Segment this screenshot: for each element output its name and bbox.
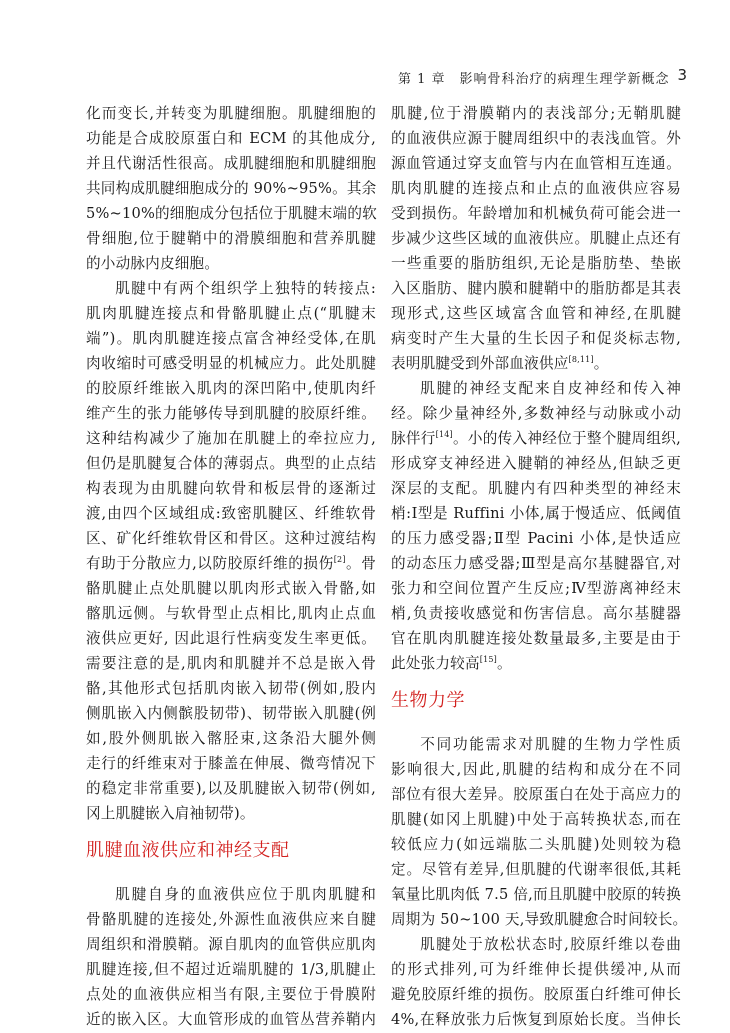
text-line: 端”)。肌肉肌腱连接点富含神经受体,在肌: [86, 330, 376, 347]
text-line: 入区脂肪、腱内膜和腱鞘中的脂肪都是其表: [391, 280, 681, 297]
text-line: 维产生的张力能够传导到肌腱的胶原纤维。: [86, 405, 376, 422]
citation-ref: [14]: [435, 430, 453, 440]
text-line: 走行的纤维束对于膝盖在伸展、微弯情况下: [86, 755, 376, 772]
citation-ref: [15]: [479, 655, 497, 665]
paragraph-crimp: [391, 932, 681, 1032]
text-line: 的压力感受器;Ⅱ型 Pacini 小体,是快适应: [391, 530, 681, 547]
text-line: 骨骼肌腱的连接处,外源性血液供应来自腱: [86, 911, 376, 928]
text-line: 需要注意的是,肌肉和肌腱并不总是嵌入骨: [86, 655, 376, 672]
text-segment: 表明肌腱受到外部血液供应: [391, 355, 569, 372]
paragraph-blood-supply-cont: [391, 101, 681, 376]
text-segment: 。小的传入神经位于整个腱周组织,: [452, 430, 681, 447]
citation-ref: [8,11]: [568, 355, 594, 365]
text-line: 肌腱自身的血液供应位于肌肉肌腱和: [115, 886, 376, 903]
text-line: 病变时产生大量的生长因子和促炎标志物,: [391, 330, 681, 347]
text-line: 肌腱(如冈上肌腱)中处于高转换状态,而在: [391, 811, 681, 828]
text-line: 骨细胞,位于腱鞘中的滑膜细胞和营养肌腱: [86, 230, 376, 247]
text-line: 避免胶原纤维的损伤。胶原蛋白纤维可伸长: [391, 986, 681, 1003]
text-line: 较低应力(如远端肱二头肌腱)处则较为稳: [391, 836, 681, 853]
text-line: 髂肌远侧。与软骨型止点相比,肌肉止点血: [86, 605, 376, 622]
text-segment: 。: [593, 355, 609, 372]
text-line: 区、矿化纤维软骨区和骨区。这种过渡结构: [86, 530, 376, 547]
text-line: 一些重要的脂肪组织,无论是脂肪垫、垫嵌: [391, 255, 681, 272]
text-line: 周组织和滑膜鞘。源自肌肉的血管供应肌肉: [86, 936, 376, 953]
text-line: 骼肌腱止点处肌腱以肌肉形式嵌入骨骼,如: [86, 580, 376, 597]
text-line: 张力和空间位置产生反应;Ⅳ型游离神经末: [391, 580, 681, 597]
text-line: 影响很大,因此,肌腱的结构和成分在不同: [391, 761, 681, 778]
text-line: 的形式排列,可为纤维伸长提供缓冲,从而: [391, 961, 681, 978]
text-line: 如,股外侧肌嵌入髂胫束,这条沿大腿外侧: [86, 730, 376, 747]
text-line: 形成穿支神经进入腱鞘的神经丛,但缺乏更: [391, 455, 681, 472]
text-line: 的小动脉内皮细胞。: [86, 255, 220, 272]
text-segment: 脉伴行: [391, 430, 436, 447]
text-line: 的动态压力感受器;Ⅲ型是高尔基腱器官,对: [391, 555, 681, 572]
running-header: [398, 68, 688, 87]
text-line: 肌腱连接,但不超过近端肌腱的 1/3,肌腱止: [86, 961, 376, 978]
text-line: 肌腱处于放松状态时,胶原纤维以卷曲: [420, 936, 681, 953]
chapter-title: 第 1 章 影响骨科治疗的病理生理学新概念: [398, 72, 670, 87]
paragraph-tenocyte-cells: [86, 101, 376, 276]
text-line: 共同构成肌腱细胞成分的 90%~95%。其余: [86, 180, 377, 197]
text-line: 官在肌肉肌腱连接处数量最多,主要是由于: [391, 630, 681, 647]
text-line: 经。除少量神经外,多数神经与动脉或小动: [391, 405, 681, 422]
text-line: 肌腱中有两个组织学上独特的转接点:: [115, 280, 376, 297]
page-number: 3: [677, 66, 688, 84]
text-segment: 。骨: [345, 555, 376, 572]
text-line: 这种结构减少了施加在肌腱上的牵拉应力,: [86, 430, 376, 447]
text-line: 源血管通过穿支血管与内在血管相互连通。: [391, 155, 681, 172]
paragraph-biomechanics: [391, 732, 688, 932]
citation-ref: [2]: [333, 555, 346, 565]
text-line: 肌肉肌腱连接点和骨骼肌腱止点(“肌腱末: [86, 305, 376, 322]
text-line: 近的嵌入区。大血管形成的血管丛营养鞘内: [86, 1011, 376, 1028]
paragraph-innervation: [391, 376, 681, 676]
text-line: 点处的血液供应相当有限,主要位于骨膜附: [86, 986, 376, 1003]
text-line: 周期为 50~100 天,导致肌腱愈合时间较长。: [391, 911, 688, 928]
text-line: 的胶原纤维嵌入肌肉的深凹陷中,使肌肉纤: [86, 380, 376, 397]
text-line: 4%,在释放张力后恢复到原始长度。当伸长: [391, 1011, 681, 1028]
right-column: [391, 101, 688, 1032]
text-line: 部位有很大差异。胶原蛋白在处于高应力的: [391, 786, 681, 803]
text-line: 肌腱,位于滑膜鞘内的表浅部分;无鞘肌腱: [391, 105, 681, 122]
text-line: 现形式,这些区域富含血管和神经,在肌腱: [391, 305, 681, 322]
text-line: 步减少这些区域的血液供应。肌腱止点还有: [391, 230, 681, 247]
paragraph-junctions: [86, 276, 376, 826]
section-heading-biomechanics: 生物力学: [391, 690, 465, 711]
text-line: 肉收缩时可感受明显的机械应力。此处肌腱: [86, 355, 376, 372]
text-line: 肌肉肌腱的连接点和止点的血液供应容易: [391, 180, 681, 197]
text-line: 但仍是肌腱复合体的薄弱点。典型的止点结: [86, 455, 376, 472]
text-line: 受到损伤。年龄增加和机械负荷可能会进一: [391, 205, 681, 222]
text-line: 不同功能需求对肌腱的生物力学性质: [420, 736, 681, 753]
text-line: 梢:Ⅰ型是 Ruffini 小体,属于慢适应、低阈值: [391, 505, 681, 522]
text-line: 氧量比肌肉低 7.5 倍,而且肌腱中胶原的转换: [391, 886, 681, 903]
section-heading-blood-supply: 肌腱血液供应和神经支配: [86, 840, 290, 861]
text-segment: 有助于分散应力,以防胶原纤维的损伤: [86, 555, 334, 572]
text-line: 渡,由四个区域组成:致密肌腱区、纤维软骨: [86, 505, 376, 522]
text-line: 骼,其他形式包括肌肉嵌入韧带(例如,股内: [86, 680, 376, 697]
text-line-with-citation: [86, 551, 376, 576]
paragraph-blood-supply: [86, 882, 376, 1032]
text-line: 侧肌嵌入内侧髌股韧带)、韧带嵌入肌腱(例: [86, 705, 376, 722]
text-line: 的稳定非常重要),以及肌腱嵌入韧带(例如,: [86, 780, 376, 797]
text-line-with-citation: [391, 651, 681, 676]
text-line: 化而变长,并转变为肌腱细胞。肌腱细胞的: [86, 105, 376, 122]
text-segment: 此处张力较高: [391, 655, 480, 672]
text-line: 的血液供应源于腱周组织中的表浅血管。外: [391, 130, 681, 147]
text-line: 5%~10%的细胞成分包括位于肌腱末端的软: [86, 205, 377, 222]
text-line: 深层的支配。肌腱内有四种类型的神经末: [391, 480, 681, 497]
text-line: 冈上肌腱嵌入肩袖韧带)。: [86, 805, 255, 822]
text-line-with-citation: [391, 426, 681, 451]
text-line: 构表现为由肌腱向软骨和板层骨的逐渐过: [86, 480, 376, 497]
text-line: 功能是合成胶原蛋白和 ECM 的其他成分,: [86, 130, 376, 147]
text-line-with-citation: [391, 351, 681, 376]
text-line: 并且代谢活性很高。成肌腱细胞和肌腱细胞: [86, 155, 376, 172]
left-column: [86, 101, 376, 1032]
text-line: 液供应更好, 因此退行性病变发生率更低。: [86, 630, 376, 647]
text-line: 定。尽管有差异,但肌腱的代谢率很低,其耗: [391, 861, 681, 878]
text-line: 梢,负责接收感觉和伤害信息。高尔基腱器: [391, 605, 681, 622]
text-line: 肌腱的神经支配来自皮神经和传入神: [420, 380, 681, 397]
text-segment: 。: [497, 655, 512, 672]
